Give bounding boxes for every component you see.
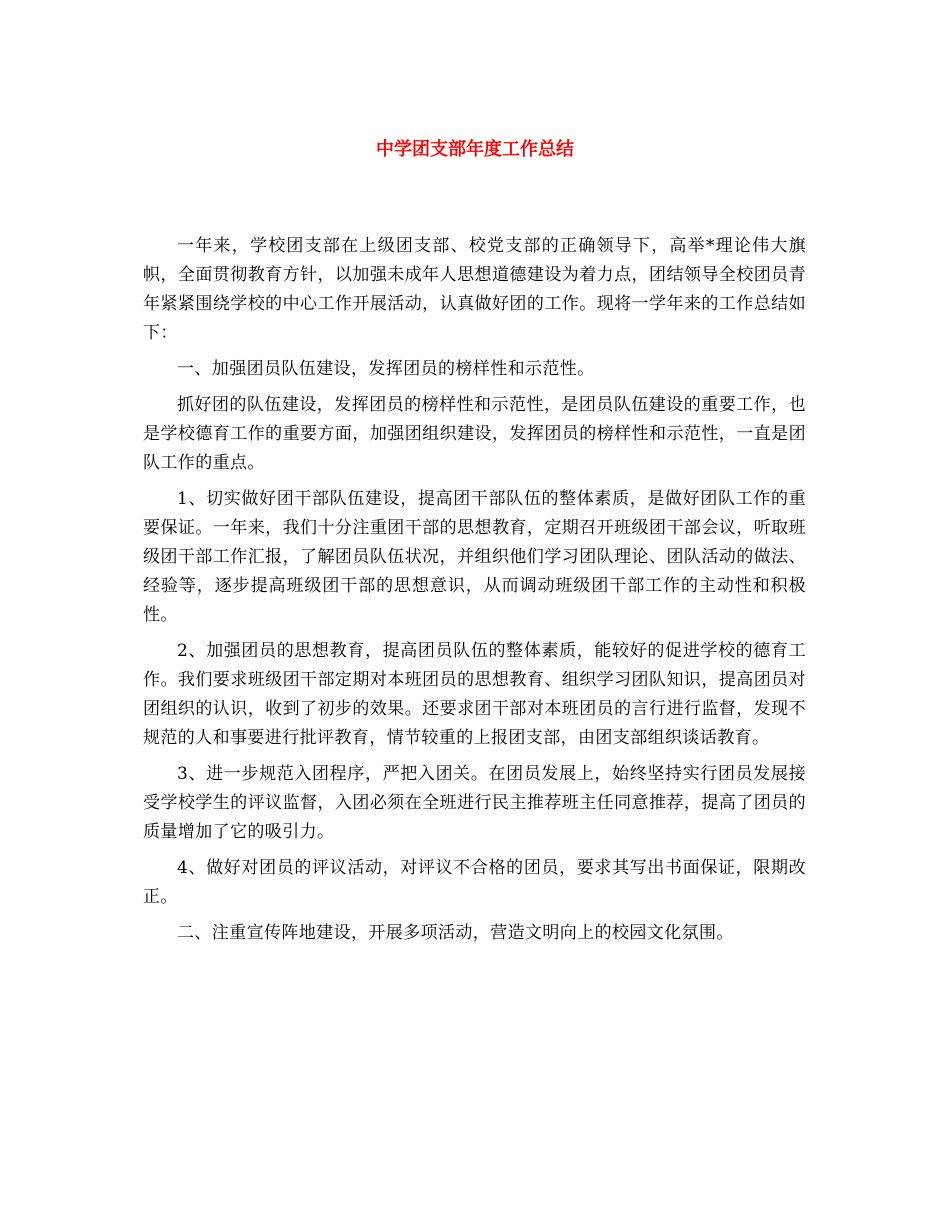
paragraph-item-3: 3、进一步规范入团程序，严把入团关。在团员发展上，始终坚持实行团员发展接受学校学生的评议监督，入团必须在全班进行民主推荐班主任同意推荐，提高了团员的质量增加了它的吸引力。	[143, 764, 806, 842]
document-body	[143, 232, 806, 955]
paragraph-item-4: 4、做好对团员的评议活动，对评议不合格的团员，要求其写出书面保证，限期改正。	[143, 858, 806, 907]
paragraph-section-1-heading: 一、加强团员队伍建设，发挥团员的榜样性和示范性。	[177, 359, 595, 379]
paragraph-section-2-heading: 二、注重宣传阵地建设，开展多项活动，营造文明向上的校园文化氛围。	[177, 923, 734, 943]
document-title: 中学团支部年度工作总结	[376, 139, 574, 160]
paragraph-intro: 一年来，学校团支部在上级团支部、校党支部的正确领导下，高举*理论伟大旗帜，全面贯彻教育方针，以加强未成年人思想道德建设为着力点，团结领导全校团员青年紧紧围绕学校的中心工作开展活动，认真做好团的工作。现将一学年来的工作总结如下：	[143, 236, 806, 343]
paragraph-item-1: 1、切实做好团干部队伍建设，提高团干部队伍的整体素质，是做好团队工作的重要保证。一年来，我们十分注重团干部的思想教育，定期召开班级团干部会议，听取班级团干部工作汇报，了解团员队伍状况，并组织他们学习团队理论、团队活动的做法、经验等，逐步提高班级团干部的思想意识，从而调动班级团干部工作的主动性和积极性。	[143, 489, 806, 625]
paragraph-item-2: 2、加强团员的思想教育，提高团员队伍的整体素质，能较好的促进学校的德育工作。我们要求班级团干部定期对本班团员的思想教育、组织学习团队知识，提高团员对团组织的认识，收到了初步的效果。还要求团干部对本班团员的言行进行监督，发现不规范的人和事要进行批评教育，情节较重的上报团支部，由团支部组织谈话教育。	[143, 641, 806, 748]
paragraph-section-1-summary: 抓好团的队伍建设，发挥团员的榜样性和示范性，是团员队伍建设的重要工作，也是学校德育工作的重要方面，加强团组织建设，发挥团员的榜样性和示范性，一直是团队工作的重点。	[143, 395, 806, 473]
